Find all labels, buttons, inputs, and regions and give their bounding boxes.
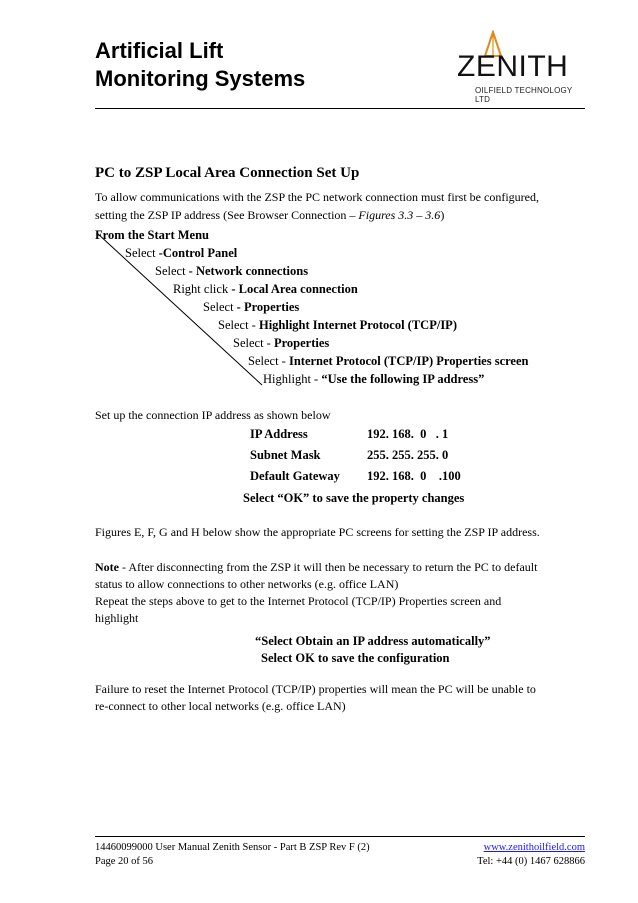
step-properties: Select - Properties <box>203 300 300 314</box>
logo-subtitle: OILFIELD TECHNOLOGY LTD <box>475 86 573 104</box>
default-gateway-label: Default Gateway <box>250 469 340 483</box>
failure-line2: re-connect to other local networks (e.g. office LAN) <box>95 699 346 713</box>
step-start-menu: From the Start Menu <box>95 228 209 242</box>
default-gateway-value: 192. 168. 0 .100 <box>367 469 461 483</box>
ip-setup-intro: Set up the connection IP address as shown below <box>95 408 331 422</box>
footer-page-number: Page 20 of 56 <box>95 856 154 867</box>
failure-line1: Failure to reset the Internet Protocol (TCP/IP) properties will mean the PC will be unable to <box>95 682 536 696</box>
note-line4: highlight <box>95 611 139 625</box>
note-line2: status to allow connections to other networks (e.g. office LAN) <box>95 577 399 591</box>
subnet-mask-label: Subnet Mask <box>250 448 321 462</box>
step-tcpip-properties-screen: Select - Internet Protocol (TCP/IP) Properties screen <box>248 354 529 368</box>
section-title: PC to ZSP Local Area Connection Set Up <box>95 165 360 181</box>
logo-text: ZENITH <box>457 50 569 83</box>
ip-address-value: 192. 168. 0 . 1 <box>367 427 449 441</box>
header-title-line1: Artificial Lift <box>95 38 224 63</box>
step-highlight-tcpip: Select - Highlight Internet Protocol (TCP/IP) <box>218 318 457 332</box>
footer-website-link[interactable]: www.zenithoilfield.com <box>483 842 585 853</box>
select-ok-config: Select OK to save the configuration <box>261 651 450 665</box>
obtain-ip-auto: “Select Obtain an IP address automatically” <box>255 634 491 648</box>
ip-address-label: IP Address <box>250 427 308 441</box>
intro-line2: setting the ZSP IP address (See Browser Connection – Figures 3.3 – 3.6) <box>95 208 445 222</box>
step-use-following-ip: Highlight - “Use the following IP address” <box>263 372 485 386</box>
note-line1: Note - After disconnecting from the ZSP it will then be necessary to return the PC to default <box>95 560 538 574</box>
footer-rule <box>95 836 585 837</box>
footer-doc-id: 14460099000 User Manual Zenith Sensor - Part B ZSP Rev F (2) <box>95 842 370 853</box>
header-title-line2: Monitoring Systems <box>95 66 306 91</box>
step-local-area-connection: Right click - Local Area connection <box>173 282 358 296</box>
step-control-panel: Select -Control Panel <box>125 246 238 260</box>
save-property-changes: Select “OK” to save the property changes <box>243 491 465 505</box>
figures-text: Figures E, F, G and H below show the appropriate PC screens for setting the ZSP IP address. <box>95 525 540 539</box>
footer-telephone: Tel: +44 (0) 1467 628866 <box>477 856 585 867</box>
step-network-connections: Select - Network connections <box>155 264 309 278</box>
note-line3: Repeat the steps above to get to the Internet Protocol (TCP/IP) Properties screen and <box>95 594 502 608</box>
intro-line1: To allow communications with the ZSP the PC network connection must first be configured, <box>95 190 539 204</box>
subnet-mask-value: 255. 255. 255. 0 <box>367 448 449 462</box>
step-tcpip-properties: Select - Properties <box>233 336 330 350</box>
